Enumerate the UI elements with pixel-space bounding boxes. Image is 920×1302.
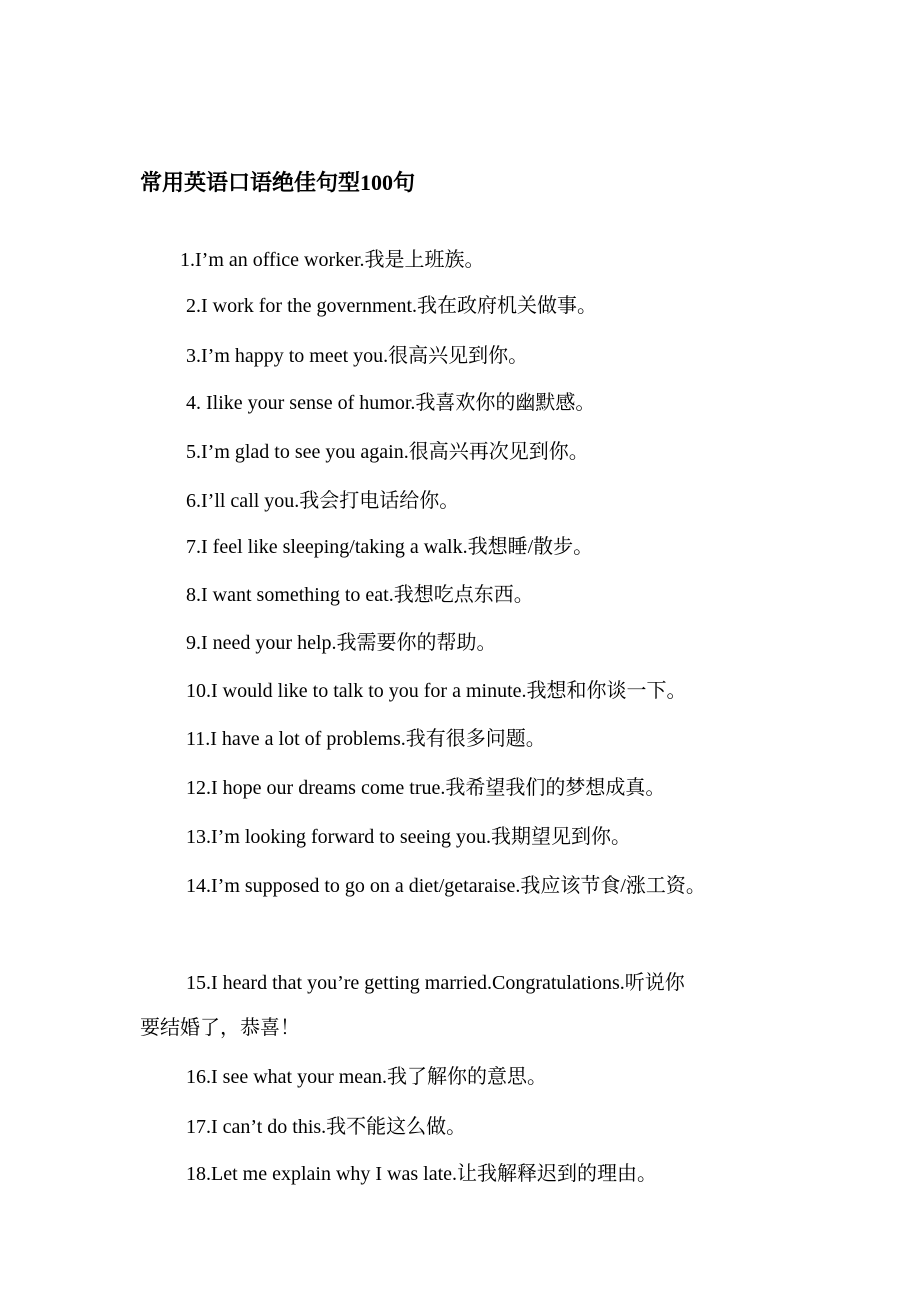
sentence-line: 11.I have a lot of problems.我有很多问题。 bbox=[186, 728, 546, 750]
sentence-line-continued: 要结婚了，恭喜！ bbox=[140, 1017, 300, 1039]
sentence-line: 3.I’m happy to meet you.很高兴见到你。 bbox=[186, 345, 529, 367]
sentence-line: 7.I feel like sleeping/taking a walk.我想睡/散步。 bbox=[186, 536, 594, 558]
sentence-line: 13.I’m looking forward to seeing you.我期望见到你。 bbox=[186, 826, 631, 848]
sentence-line: 6.I’ll call you.我会打电话给你。 bbox=[186, 490, 460, 512]
sentence-line: 4. Ilike your sense of humor.我喜欢你的幽默感。 bbox=[186, 392, 596, 414]
sentence-line: 17.I can’t do this.我不能这么做。 bbox=[186, 1116, 467, 1138]
sentence-line: 14.I’m supposed to go on a diet/getaraise.我应该节食/涨工资。 bbox=[186, 875, 706, 897]
sentence-line: 15.I heard that you’re getting married.Congratulations.听说你 bbox=[186, 972, 685, 994]
sentence-line: 2.I work for the government.我在政府机关做事。 bbox=[186, 295, 598, 317]
sentence-line: 16.I see what your mean.我了解你的意思。 bbox=[186, 1066, 548, 1088]
document-title: 常用英语口语绝佳句型100句 bbox=[140, 170, 416, 195]
sentence-line: 18.Let me explain why I was late.让我解释迟到的理由。 bbox=[186, 1163, 658, 1185]
sentence-line: 1.I’m an office worker.我是上班族。 bbox=[180, 249, 485, 271]
sentence-line: 9.I need your help.我需要你的帮助。 bbox=[186, 632, 497, 654]
sentence-line: 5.I’m glad to see you again.很高兴再次见到你。 bbox=[186, 441, 589, 463]
sentence-line: 8.I want something to eat.我想吃点东西。 bbox=[186, 584, 534, 606]
sentence-line: 12.I hope our dreams come true.我希望我们的梦想成真。 bbox=[186, 777, 666, 799]
sentence-line: 10.I would like to talk to you for a minute.我想和你谈一下。 bbox=[186, 680, 687, 702]
